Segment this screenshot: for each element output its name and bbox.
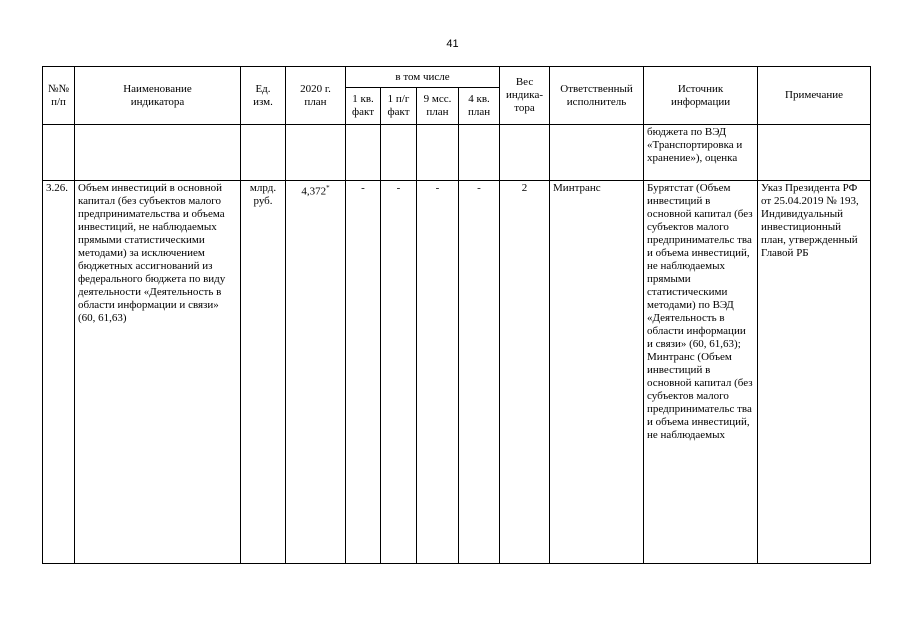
row-q1: - xyxy=(346,181,381,564)
header-weight: Вес индика- тора xyxy=(500,67,550,125)
page-number: 41 xyxy=(446,38,459,50)
row-name: Объем инвестиций в основной капитал (без субъектов малого предпринимательства и объема инвестиций, не наблюдаемых прямыми статистическими методами) за исключением бюджетных ассигнований из федерального бюджета по виду деятельности «Деятельность в области информации и связи» (60, 61,63) xyxy=(75,181,241,564)
table-row xyxy=(43,181,871,564)
header-9m: 9 мсс. план xyxy=(417,88,459,125)
continuation-source: бюджета по ВЭД «Транспортировка и хранение»), оценка xyxy=(644,125,758,181)
row-num: 3.26. xyxy=(43,181,75,564)
header-q1: 1 кв. факт xyxy=(346,88,381,125)
row-unit: млрд. руб. xyxy=(241,181,286,564)
header-including: в том числе xyxy=(346,67,500,88)
header-unit: Ед. изм. xyxy=(241,67,286,125)
row-h1: - xyxy=(381,181,417,564)
row-9m: - xyxy=(417,181,459,564)
header-name: Наименование индикатора xyxy=(75,67,241,125)
header-plan-2020: 2020 г. план xyxy=(286,67,346,125)
row-q4: - xyxy=(459,181,500,564)
row-weight: 2 xyxy=(500,181,550,564)
row-note: Указ Президента РФ от 25.04.2019 № 193, Индивидуальный инвестиционный план, утвержденный Главой РБ xyxy=(758,181,871,564)
header-responsible: Ответственный исполнитель xyxy=(550,67,644,125)
header-h1: 1 п/г факт xyxy=(381,88,417,125)
header-source: Источник информации xyxy=(644,67,758,125)
continuation-row xyxy=(43,125,871,181)
row-plan-2020: 4,372* xyxy=(286,181,346,564)
header-q4: 4 кв. план xyxy=(459,88,500,125)
row-responsible: Минтранс xyxy=(550,181,644,564)
header-num: №№ п/п xyxy=(43,67,75,125)
header-note: Примечание xyxy=(758,67,871,125)
row-source: Бурятстат (Объем инвестиций в основной капитал (без субъектов малого предпринимательс тва и объема инвестиций, не наблюдаемых прямыми статистическими методами) по ВЭД «Деятельность в области информации и связи» (60, 61,63); Минтранс (Объем инвестиций в основной капитал (без субъектов малого предпринимательс тва и объема инвестиций, не наблюдаемых xyxy=(644,181,758,564)
indicator-table xyxy=(42,66,871,564)
